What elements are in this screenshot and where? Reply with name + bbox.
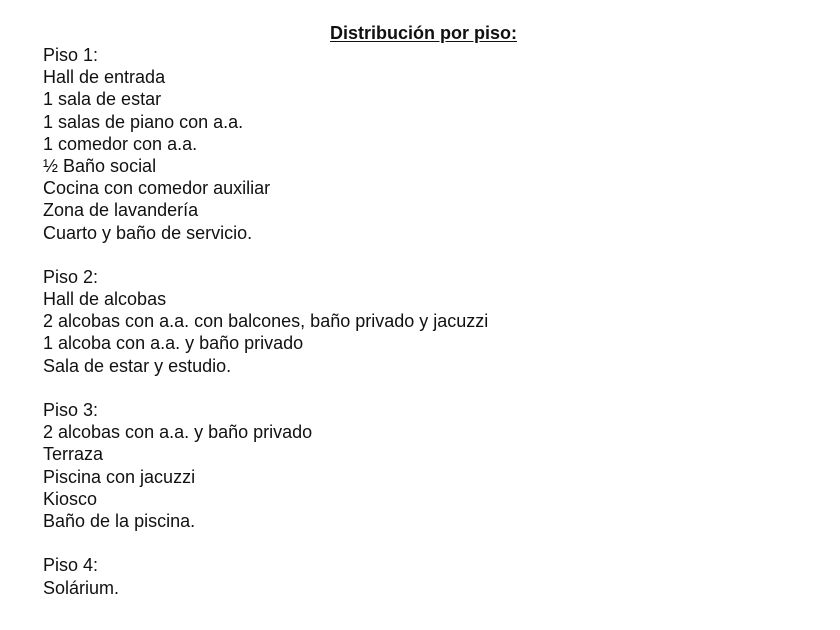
room-item: 1 alcoba con a.a. y baño privado [43, 333, 304, 354]
room-item: Piscina con jacuzzi [43, 466, 196, 487]
floor-section-4 [43, 554, 488, 598]
room-item: Terraza [43, 444, 104, 465]
room-item: ½ Baño social [43, 155, 157, 176]
room-item: 1 salas de piano con a.a. [43, 111, 244, 132]
room-item: Kiosco [43, 488, 98, 509]
floor-section-1 [43, 44, 488, 244]
floor-section-3 [43, 399, 488, 532]
room-item: 2 alcobas con a.a. y baño privado [43, 422, 313, 443]
room-item: Cuarto y baño de servicio. [43, 222, 253, 243]
floor-section-2 [43, 266, 488, 377]
room-item: Sala de estar y estudio. [43, 355, 232, 376]
page-title: Distribución por piso: [330, 23, 517, 43]
room-item: 2 alcobas con a.a. con balcones, baño privado y jacuzzi [43, 311, 489, 332]
room-item: Hall de alcobas [43, 289, 167, 310]
room-item: Baño de la piscina. [43, 510, 196, 531]
floor-heading: Piso 2: [43, 266, 99, 287]
floor-heading: Piso 4: [43, 555, 99, 576]
room-item: Solárium. [43, 577, 120, 598]
room-item: Hall de entrada [43, 67, 166, 88]
floor-heading: Piso 1: [43, 45, 99, 65]
room-item: 1 comedor con a.a. [43, 133, 198, 154]
floor-distribution-list [43, 44, 488, 599]
room-item: 1 sala de estar [43, 89, 162, 110]
room-item: Zona de lavandería [43, 200, 199, 221]
room-item: Cocina con comedor auxiliar [43, 178, 271, 199]
floor-heading: Piso 3: [43, 400, 99, 420]
